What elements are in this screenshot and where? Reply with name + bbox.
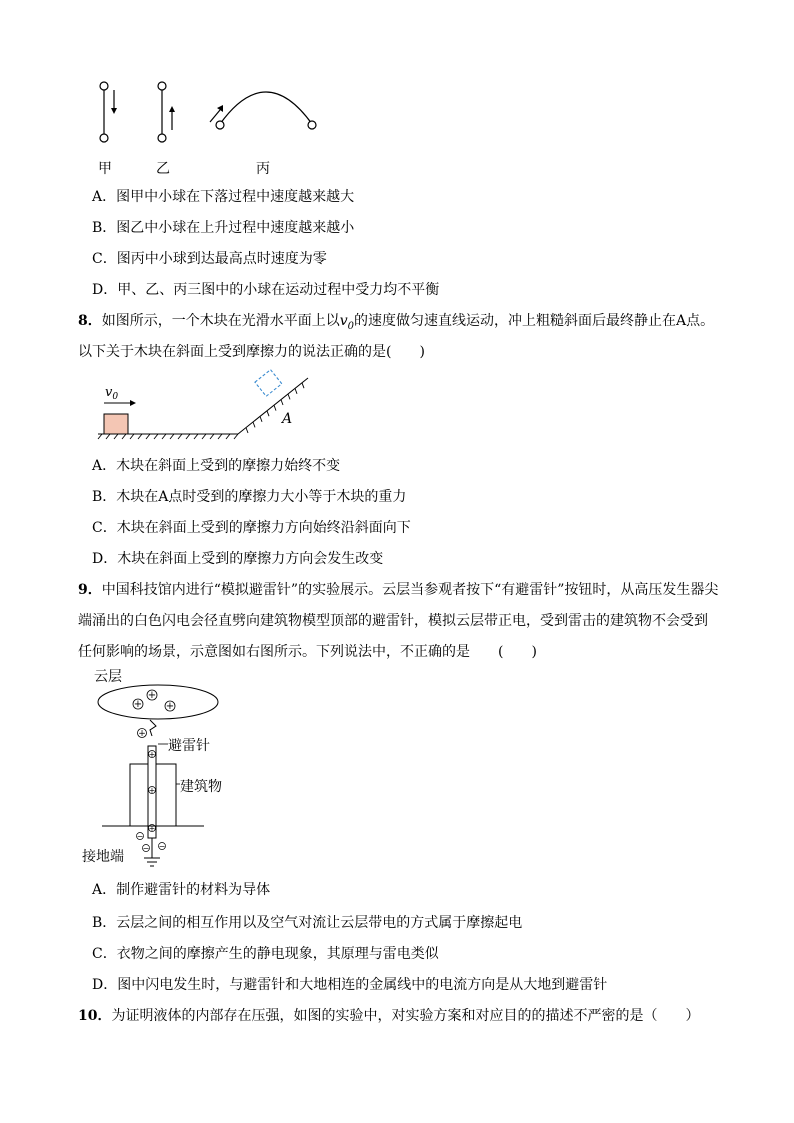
ball-right-bing [308, 121, 316, 129]
svg-text:+: + [133, 699, 143, 710]
label-ground: 接地端 [82, 849, 124, 865]
q9-option-a: A．制作避雷针的材料为导体 [92, 882, 271, 898]
ball-bottom-jia [100, 134, 108, 142]
q9-option-c: C．衣物之间的摩擦产生的静电现象，其原理与雷电类似 [92, 946, 439, 962]
q8-stem-part1: 如图所示，一个木块在光滑水平面上以 [101, 313, 340, 329]
ball-top-yi [158, 82, 166, 90]
q8-option-b: B．木块在A点时受到的摩擦力大小等于木块的重力 [92, 489, 407, 505]
q9-option-d: D．图中闪电发生时，与避雷针和大地相连的金属线中的电流方向是从大地到避雷针 [92, 977, 608, 993]
label-building: 建筑物 [180, 779, 222, 795]
svg-text:+: + [165, 701, 175, 712]
q8-stem-line2: 以下关于木块在斜面上受到摩擦力的说法正确的是( ) [78, 344, 425, 360]
figure-q7 [90, 78, 340, 178]
q9-diagram [88, 666, 248, 872]
svg-text:+: + [147, 690, 157, 701]
lightning-bolt [150, 720, 156, 736]
ground-hatch [98, 383, 304, 439]
svg-text:−: − [136, 832, 144, 841]
svg-text:+: + [148, 824, 156, 833]
fig-label-bing: 丙 [256, 161, 270, 177]
q7-option-c: C．图丙中小球到达最高点时速度为零 [92, 251, 327, 267]
q10-stem: 10．为证明液体的内部存在压强，如图的实验中，对实验方案和对应目的的描述不严密的是（ ） [78, 1008, 700, 1024]
q7-diagram [90, 78, 340, 148]
svg-text:+: + [138, 729, 146, 739]
ball-top-jia [100, 82, 108, 90]
q7-option-b: B．图乙中小球在上升过程中速度越来越小 [92, 220, 355, 236]
q8-diagram [96, 346, 316, 442]
q10-number: 10． [78, 1008, 112, 1024]
svg-text:+: + [148, 750, 156, 759]
q8-v0: $v_0$ [339, 313, 355, 332]
fig-point-a: A [282, 411, 293, 427]
fig-label-yi: 乙 [156, 161, 170, 177]
q8-option-a: A．木块在斜面上受到的摩擦力始终不变 [92, 458, 341, 474]
q8-option-d: D．木块在斜面上受到的摩擦力方向会发生改变 [92, 551, 384, 567]
fig-label-jia: 甲 [98, 161, 112, 177]
cloud-shape [98, 685, 218, 719]
q8-number: 8． [78, 313, 102, 329]
q7-option-d: D．甲、乙、丙三图中的小球在运动过程中受力均不平衡 [92, 282, 440, 298]
arrow-right-icon [130, 400, 136, 406]
figure-q8 [96, 346, 316, 442]
ball-left-bing [216, 121, 224, 129]
q9-stem-line1: 9．中国科技馆内进行“模拟避雷针”的实验展示。云层当参观者按下“有避雷针”按钮时，从高压发生器尖 [78, 582, 719, 598]
fig-v0-label: $v_0$ [105, 385, 119, 402]
ball-bottom-yi [158, 134, 166, 142]
svg-text:+: + [148, 786, 156, 795]
arc-bing [220, 92, 312, 124]
q8-option-c: C．木块在斜面上受到的摩擦力方向始终沿斜面向下 [92, 520, 411, 536]
q9-stem-line3: 任何影响的场景，示意图如右图所示。下列说法中，不正确的是 ( ) [78, 644, 537, 660]
figure-q9 [82, 666, 248, 872]
dashed-block-final [255, 370, 282, 397]
svg-text:−: − [158, 842, 166, 851]
q7-option-a: A．图甲中小球在下落过程中速度越来越大 [92, 189, 355, 205]
label-rod: 避雷针 [168, 738, 210, 754]
arrow-head-down-icon [111, 108, 117, 114]
q8-stem-part2: 的速度做匀速直线运动，冲上粗糙斜面后最终静止在A点。 [354, 313, 715, 329]
q9-option-b: B．云层之间的相互作用以及空气对流让云层带电的方式属于摩擦起电 [92, 915, 523, 931]
q8-stem-line1 [78, 311, 714, 337]
q9-number: 9． [78, 582, 102, 598]
wood-block [104, 414, 128, 434]
arrow-bing [210, 110, 220, 122]
arrow-head-up-icon [169, 106, 175, 112]
svg-text:−: − [142, 844, 150, 853]
label-cloud: 云层 [94, 669, 122, 685]
q9-stem-line2: 端涌出的白色闪电会径直劈向建筑物模型顶部的避雷针，模拟云层带正电，受到雷击的建筑物不会受到 [78, 613, 708, 629]
arrow-head-diagonal-icon [217, 105, 223, 112]
